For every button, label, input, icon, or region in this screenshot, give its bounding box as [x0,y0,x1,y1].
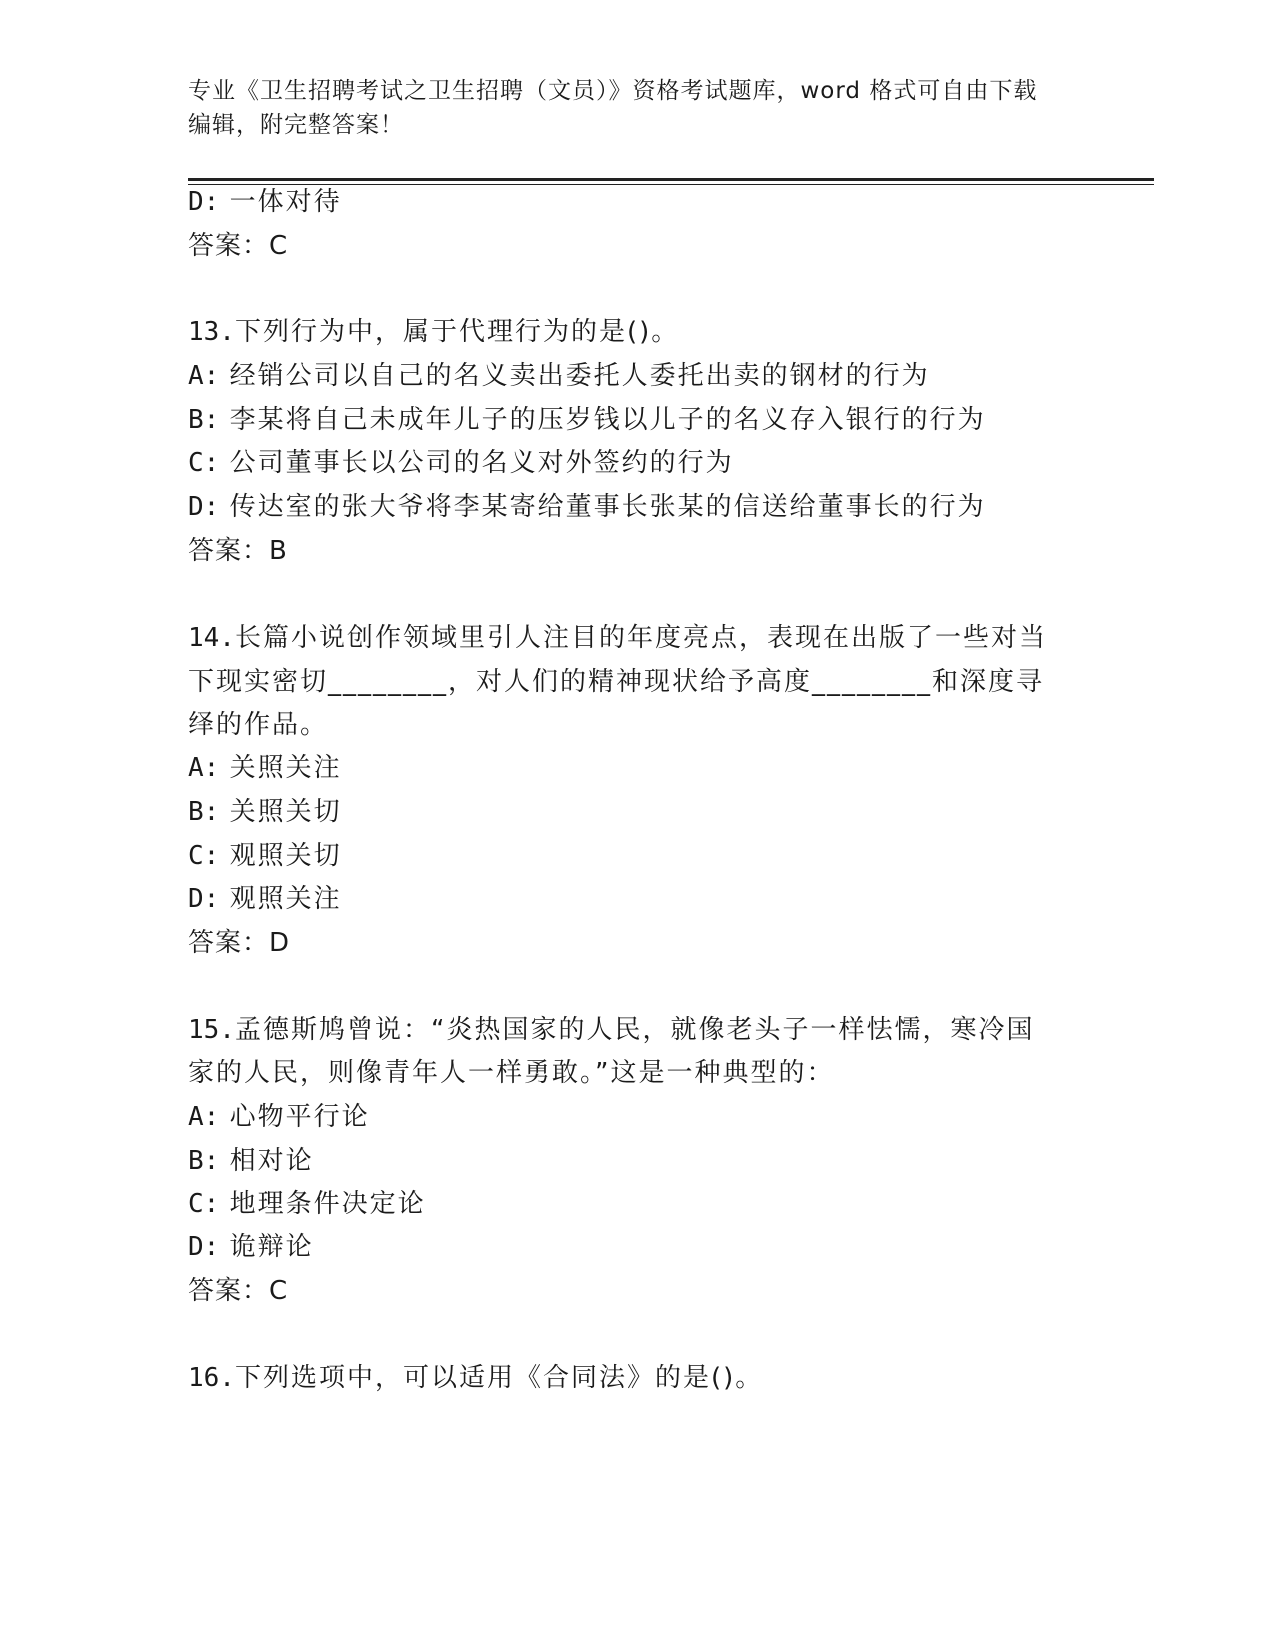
option-letter: D: [188,187,220,217]
header-line-1: 专业《卫生招聘考试之卫生招聘（文员）》资格考试题库，word 格式可自由下载 [188,78,1038,104]
option-letter: D: [188,884,220,914]
option-text: 一体对待 [229,187,342,217]
option-letter: D: [188,1232,220,1262]
question-stem-line: 下列选项中，可以适用《合同法》的是()。 [234,1363,764,1393]
question-14-option-b [188,794,342,830]
option-text: 观照关注 [229,884,342,914]
question-number: 13. [188,317,235,347]
question-13-option-d [188,489,986,525]
question-16-stem [188,1360,763,1396]
option-text: 李某将自己未成年儿子的压岁钱以儿子的名义存入银行的行为 [229,405,986,435]
option-text: 诡辩论 [229,1232,314,1262]
question-13-stem [188,314,679,350]
question-15-option-c [188,1186,426,1222]
question-14-stem-line-2: 下现实密切________，对人们的精神现状给予高度________和深度寻 [188,667,1045,697]
question-number: 16. [188,1363,235,1393]
question-13-option-c [188,445,734,481]
question-stem-line: 孟德斯鸠曾说：“炎热国家的人民，就像老头子一样怯懦，寒冷国 [234,1015,1035,1045]
option-letter: B: [188,405,220,435]
option-letter: C: [188,841,220,871]
option-text: 经销公司以自己的名义卖出委托人委托出卖的钢材的行为 [229,361,930,391]
header-rule-thick [188,178,1154,181]
question-15-option-a [188,1099,370,1135]
option-text: 心物平行论 [229,1102,370,1132]
question-13-option-a [188,358,930,394]
option-text: 关照关切 [229,797,342,827]
prev-option-d [188,184,342,220]
option-letter: A: [188,361,220,391]
question-15-stem [188,1012,1034,1048]
question-stem-line: 长篇小说创作领域里引人注目的年度亮点，表现在出版了一些对当 [234,623,1047,653]
option-text: 公司董事长以公司的名义对外签约的行为 [229,448,734,478]
option-letter: C: [188,1189,220,1219]
question-14-option-c [188,838,342,874]
option-letter: B: [188,1146,220,1176]
prev-answer: 答案：C [188,231,289,261]
question-14-answer: 答案：D [188,928,291,958]
option-letter: A: [188,1102,220,1132]
header-line-2: 编辑，附完整答案！ [188,112,404,138]
question-15-stem-line-2: 家的人民，则像青年人一样勇敢。”这是一种典型的： [188,1058,835,1088]
option-text: 传达室的张大爷将李某寄给董事长张某的信送给董事长的行为 [229,492,986,522]
question-15-option-d [188,1229,314,1265]
question-14-stem-line-3: 绎的作品。 [188,710,329,740]
option-letter: A: [188,753,220,783]
question-14-stem [188,620,1047,656]
question-number: 15. [188,1015,235,1045]
option-letter: C: [188,448,220,478]
question-13-answer: 答案：B [188,536,288,566]
option-text: 关照关注 [229,753,342,783]
option-letter: D: [188,492,220,522]
question-14-option-d [188,881,342,917]
question-stem-line: 下列行为中，属于代理行为的是()。 [234,317,680,347]
option-text: 地理条件决定论 [229,1189,426,1219]
question-15-answer: 答案：C [188,1276,289,1306]
option-text: 观照关切 [229,841,342,871]
option-text: 相对论 [229,1146,314,1176]
question-number: 14. [188,623,235,653]
question-13-option-b [188,402,986,438]
question-15-option-b [188,1143,314,1179]
option-letter: B: [188,797,220,827]
question-14-option-a [188,750,342,786]
document-header [188,74,1088,142]
